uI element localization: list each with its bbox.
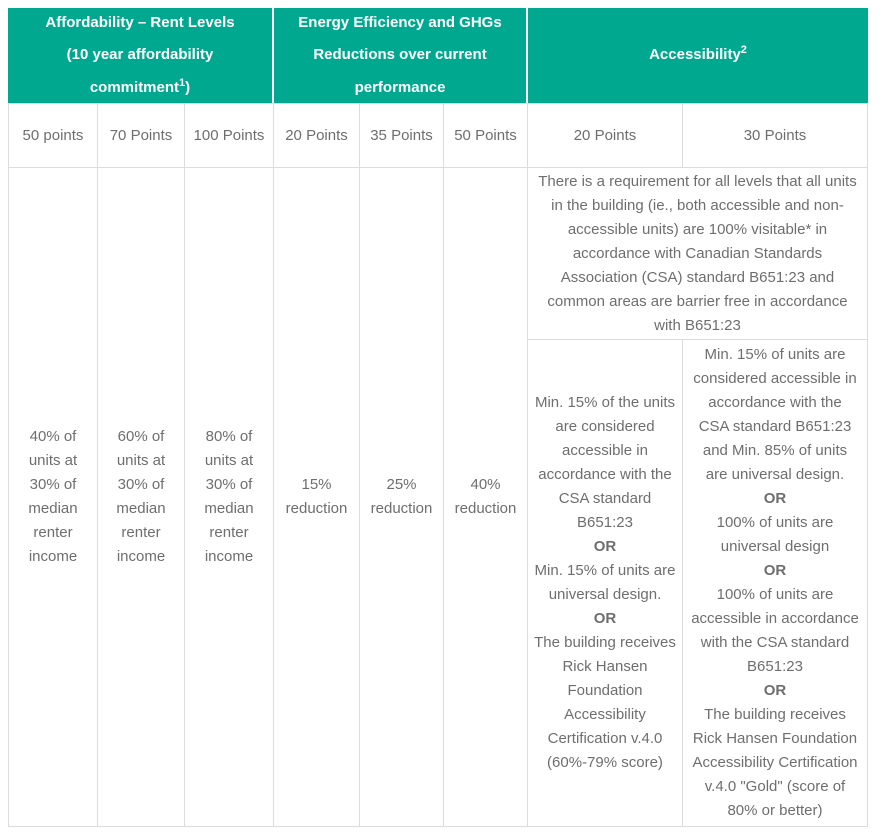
points-cell-accessibility-20: 20 Points — [528, 103, 683, 168]
points-cell-affordability-100: 100 Points — [185, 103, 274, 168]
energy-criteria-40pct: 40% reduction — [444, 168, 528, 827]
header-affordability — [8, 8, 274, 103]
points-cell-affordability-70: 70 Points — [98, 103, 185, 168]
header-affordability-line2: (10 year affordability commitment$^1$) — [66, 46, 214, 96]
points-cell-energy-20: 20 Points — [274, 103, 360, 168]
criteria-text-line: 100% of units are universal design — [716, 514, 834, 555]
points-cell-affordability-50: 50 points — [8, 103, 98, 168]
affordability-criteria-80pct: 80% of units at 30% of median renter income — [185, 168, 274, 827]
points-cell-accessibility-30: 30 Points — [683, 103, 868, 168]
criteria-text-line: Min. 15% of the units are considered accessible in accordance with the CSA standard B651:23 — [534, 394, 676, 531]
criteria-text-line: 100% of units are accessible in accordance with the CSA standard B651:23 — [691, 586, 859, 675]
criteria-text-line: The building receives Rick Hansen Foundation Accessibility Certification v.4.0 (60%-79% score) — [534, 634, 676, 771]
criteria-text-line: Reductions over current — [313, 46, 487, 64]
header-affordability-line1: Affordability – Rent Levels — [45, 14, 235, 32]
affordability-criteria-60pct: 60% of units at 30% of median renter income — [98, 168, 185, 827]
header-accessibility-title: Accessibility$^2$ — [649, 44, 747, 64]
affordability-criteria-40pct: 40% of units at 30% of median renter income — [8, 168, 98, 827]
criteria-table — [8, 8, 868, 827]
or-separator: OR — [593, 610, 617, 627]
or-separator: OR — [763, 682, 787, 699]
criteria-text-line: Min. 15% of units are considered accessible in accordance with the CSA standard B651:23 and Min. 85% of units are universal design. — [693, 346, 857, 483]
footnote-marker-2: 2 — [740, 44, 747, 57]
energy-criteria-25pct: 25% reduction — [360, 168, 444, 827]
header-accessibility — [528, 8, 868, 103]
accessibility-criteria-20-points — [528, 340, 683, 827]
criteria-text-line: The building receives Rick Hansen Foundation Accessibility Certification v.4.0 "Gold" (score of 80% or better) — [692, 706, 858, 819]
or-separator: OR — [593, 538, 617, 555]
points-cell-energy-35: 35 Points — [360, 103, 444, 168]
accessibility-requirement: There is a requirement for all levels that all units in the building (ie., both accessible and non-accessible units) are 100% visitable* in accordance with Canadian Standards Association (CSA) standard B651:23 and common areas are barrier free in accordance with B651:23 — [528, 168, 868, 340]
criteria-text-line: performance — [354, 78, 446, 96]
footnote-marker-1: 1 — [179, 76, 186, 89]
accessibility-criteria-30-points — [683, 340, 868, 827]
header-energy — [274, 8, 528, 103]
energy-criteria-15pct: 15% reduction — [274, 168, 360, 827]
or-separator: OR — [763, 562, 787, 579]
criteria-text-line: Energy Efficiency and GHGs — [298, 14, 502, 32]
points-cell-energy-50: 50 Points — [444, 103, 528, 168]
or-separator: OR — [763, 490, 787, 507]
criteria-text-line: Min. 15% of units are universal design. — [534, 562, 676, 603]
